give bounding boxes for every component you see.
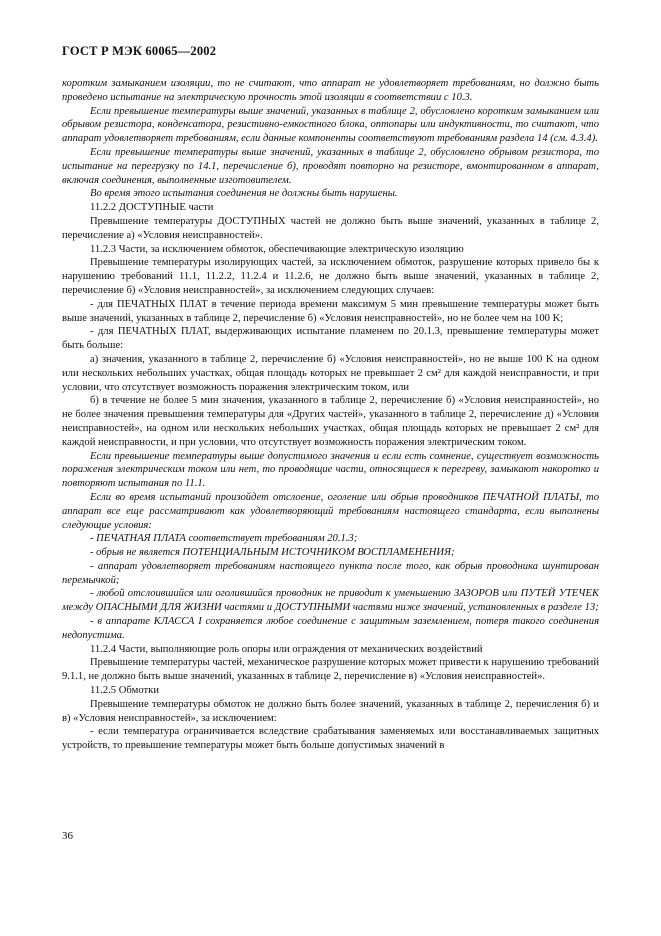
paragraph: - в аппарате КЛАССА I сохраняется любое соединение с защитным заземлением, потеря такого соединения недопустима. (62, 616, 599, 641)
paragraph: Превышение температуры ДОСТУПНЫХ частей не должно быть выше значений, указанных в таблице 2, перечисление а) «Условия неисправностей». (62, 215, 599, 241)
paragraph: 11.2.4 Части, выполняющие роль опоры или ограждения от механических воздействий (90, 643, 483, 655)
paragraph: Если превышение температуры выше значений, указанных в таблице 2, обусловлено коротким замыканием или обрывом резистора, конденсатора, резистивно-емкостного блока, оптопары или индуктивности, то считают, что аппарат удовлетворяет требованиям, если данные компоненты соответствуют требованиям раздела 14 (см. 4.3.4). (62, 105, 599, 145)
paragraph: - любой отслоившийся или оголившийся проводник не приводит к уменьшению ЗАЗОРОВ или ПУТЕЙ УТЕЧЕК между ОПАСНЫМИ ДЛЯ ЖИЗНИ частями и ДОСТУПНЫМИ частями ниже значений, установленных в разделе 13; (62, 588, 599, 614)
paragraph: - аппарат удовлетворяет требованиям настоящего пункта после того, как обрыв проводника шунтирован перемычкой; (62, 560, 599, 586)
paragraph: б) в течение не более 5 мин значения, указанного в таблице 2, перечисление б) «Условия неисправностей», но не более значения превышения температуры для «Других частей», указанного в таблице 2, перечисление д) «Условия неисправностей», на одном или нескольких небольших участках, общая площадь которых не превышает 2 см² для каждой неисправности, и при условии, что отсутствует возможность поражения электрическим током. (62, 395, 599, 448)
paragraph: коротким замыканием изоляции, то не считают, что аппарат не удовлетворяет требованиям, но должно быть проведено испытание на электрическую прочность этой изоляции в соответствии с 10.3. (62, 78, 599, 103)
paragraph: - для ПЕЧАТНЫХ ПЛАТ в течение периода времени максимум 5 мин превышение температуры может быть выше значений, указанных в таблице 2, перечисление б) «Условия неисправностей», но не более чем на 100 K; (62, 298, 599, 324)
paragraph: Если превышение температуры выше значений, указанных в таблице 2, обусловлено обрывом резистора, то испытание на перегрузку по 14.1, перечисление б), проводят повторно на резисторе, вмонтированном в аппарат, включая соединения, выполненные изготовителем. (62, 146, 599, 186)
paragraph: - для ПЕЧАТНЫХ ПЛАТ, выдерживающих испытание пламенем по 20.1.3, превышение температуры может быть больше: (62, 326, 599, 352)
paragraph: а) значения, указанного в таблице 2, перечисление б) «Условия неисправностей», но не выше 100 K на одном или нескольких небольших участках, общая площадь которых не превышает 2 см² для каждой неисправности, и при условии, что отсутствует возможность поражения электрическим током, или (62, 353, 599, 393)
document-body (62, 77, 599, 753)
paragraph: - если температура ограничивается вследствие срабатывания заменяемых или восстанавливаемых защитных устройств, то превышение температуры может быть больше допустимых значений в (62, 726, 599, 752)
paragraph: 11.2.3 Части, за исключением обмоток, обеспечивающие электрическую изоляцию (90, 243, 464, 255)
paragraph: - обрыв не является ПОТЕНЦИАЛЬНЫМ ИСТОЧНИКОМ ВОСПЛАМЕНЕНИЯ; (90, 547, 455, 559)
paragraph: Превышение температуры обмоток не должно быть более значений, указанных в таблице 2, перечисления б) и в) «Условия неисправностей», за исключением: (62, 698, 599, 724)
paragraph: Превышение температуры изолирующих частей, за исключением обмоток, разрушение которых привело бы к нарушению требований 11.1, 11.2.2, 11.2.4 и 11.2.6, не должно быть выше значений, указанных в таблице 2, перечисление б) «Условия неисправностей», за исключением следующих случаев: (62, 257, 599, 296)
page-number: 36 (62, 830, 73, 842)
paragraph: Если превышение температуры выше допустимого значения и если есть сомнение, существует возможность поражения электрическим током или нет, то проводящие части, относящиеся к перегреву, замыкают накоротко и повторяют испытания по 11.1. (62, 450, 599, 490)
paragraph: Во время этого испытания соединения не должны быть нарушены. (90, 188, 398, 200)
page-header-standard-title: ГОСТ Р МЭК 60065—2002 (62, 44, 217, 58)
paragraph: Если во время испытаний произойдет отслоение, оголение или обрыв проводников ПЕЧАТНОЙ ПЛАТЫ, то аппарат все еще рассматривают как удовлетворяющий требованиям настоящего стандарта, если выполнены следующие условия: (62, 491, 599, 531)
paragraph: 11.2.5 Обмотки (90, 685, 159, 697)
paragraph: - ПЕЧАТНАЯ ПЛАТА соответствует требованиям 20.1.3; (90, 533, 358, 545)
paragraph: Превышение температуры частей, механическое разрушение которых может привести к нарушению требований 9.1.1, не должно быть выше значений, указанных в таблице 2, перечисление в) «Условия неисправностей». (62, 657, 599, 683)
paragraph: 11.2.2 ДОСТУПНЫЕ части (90, 202, 214, 214)
